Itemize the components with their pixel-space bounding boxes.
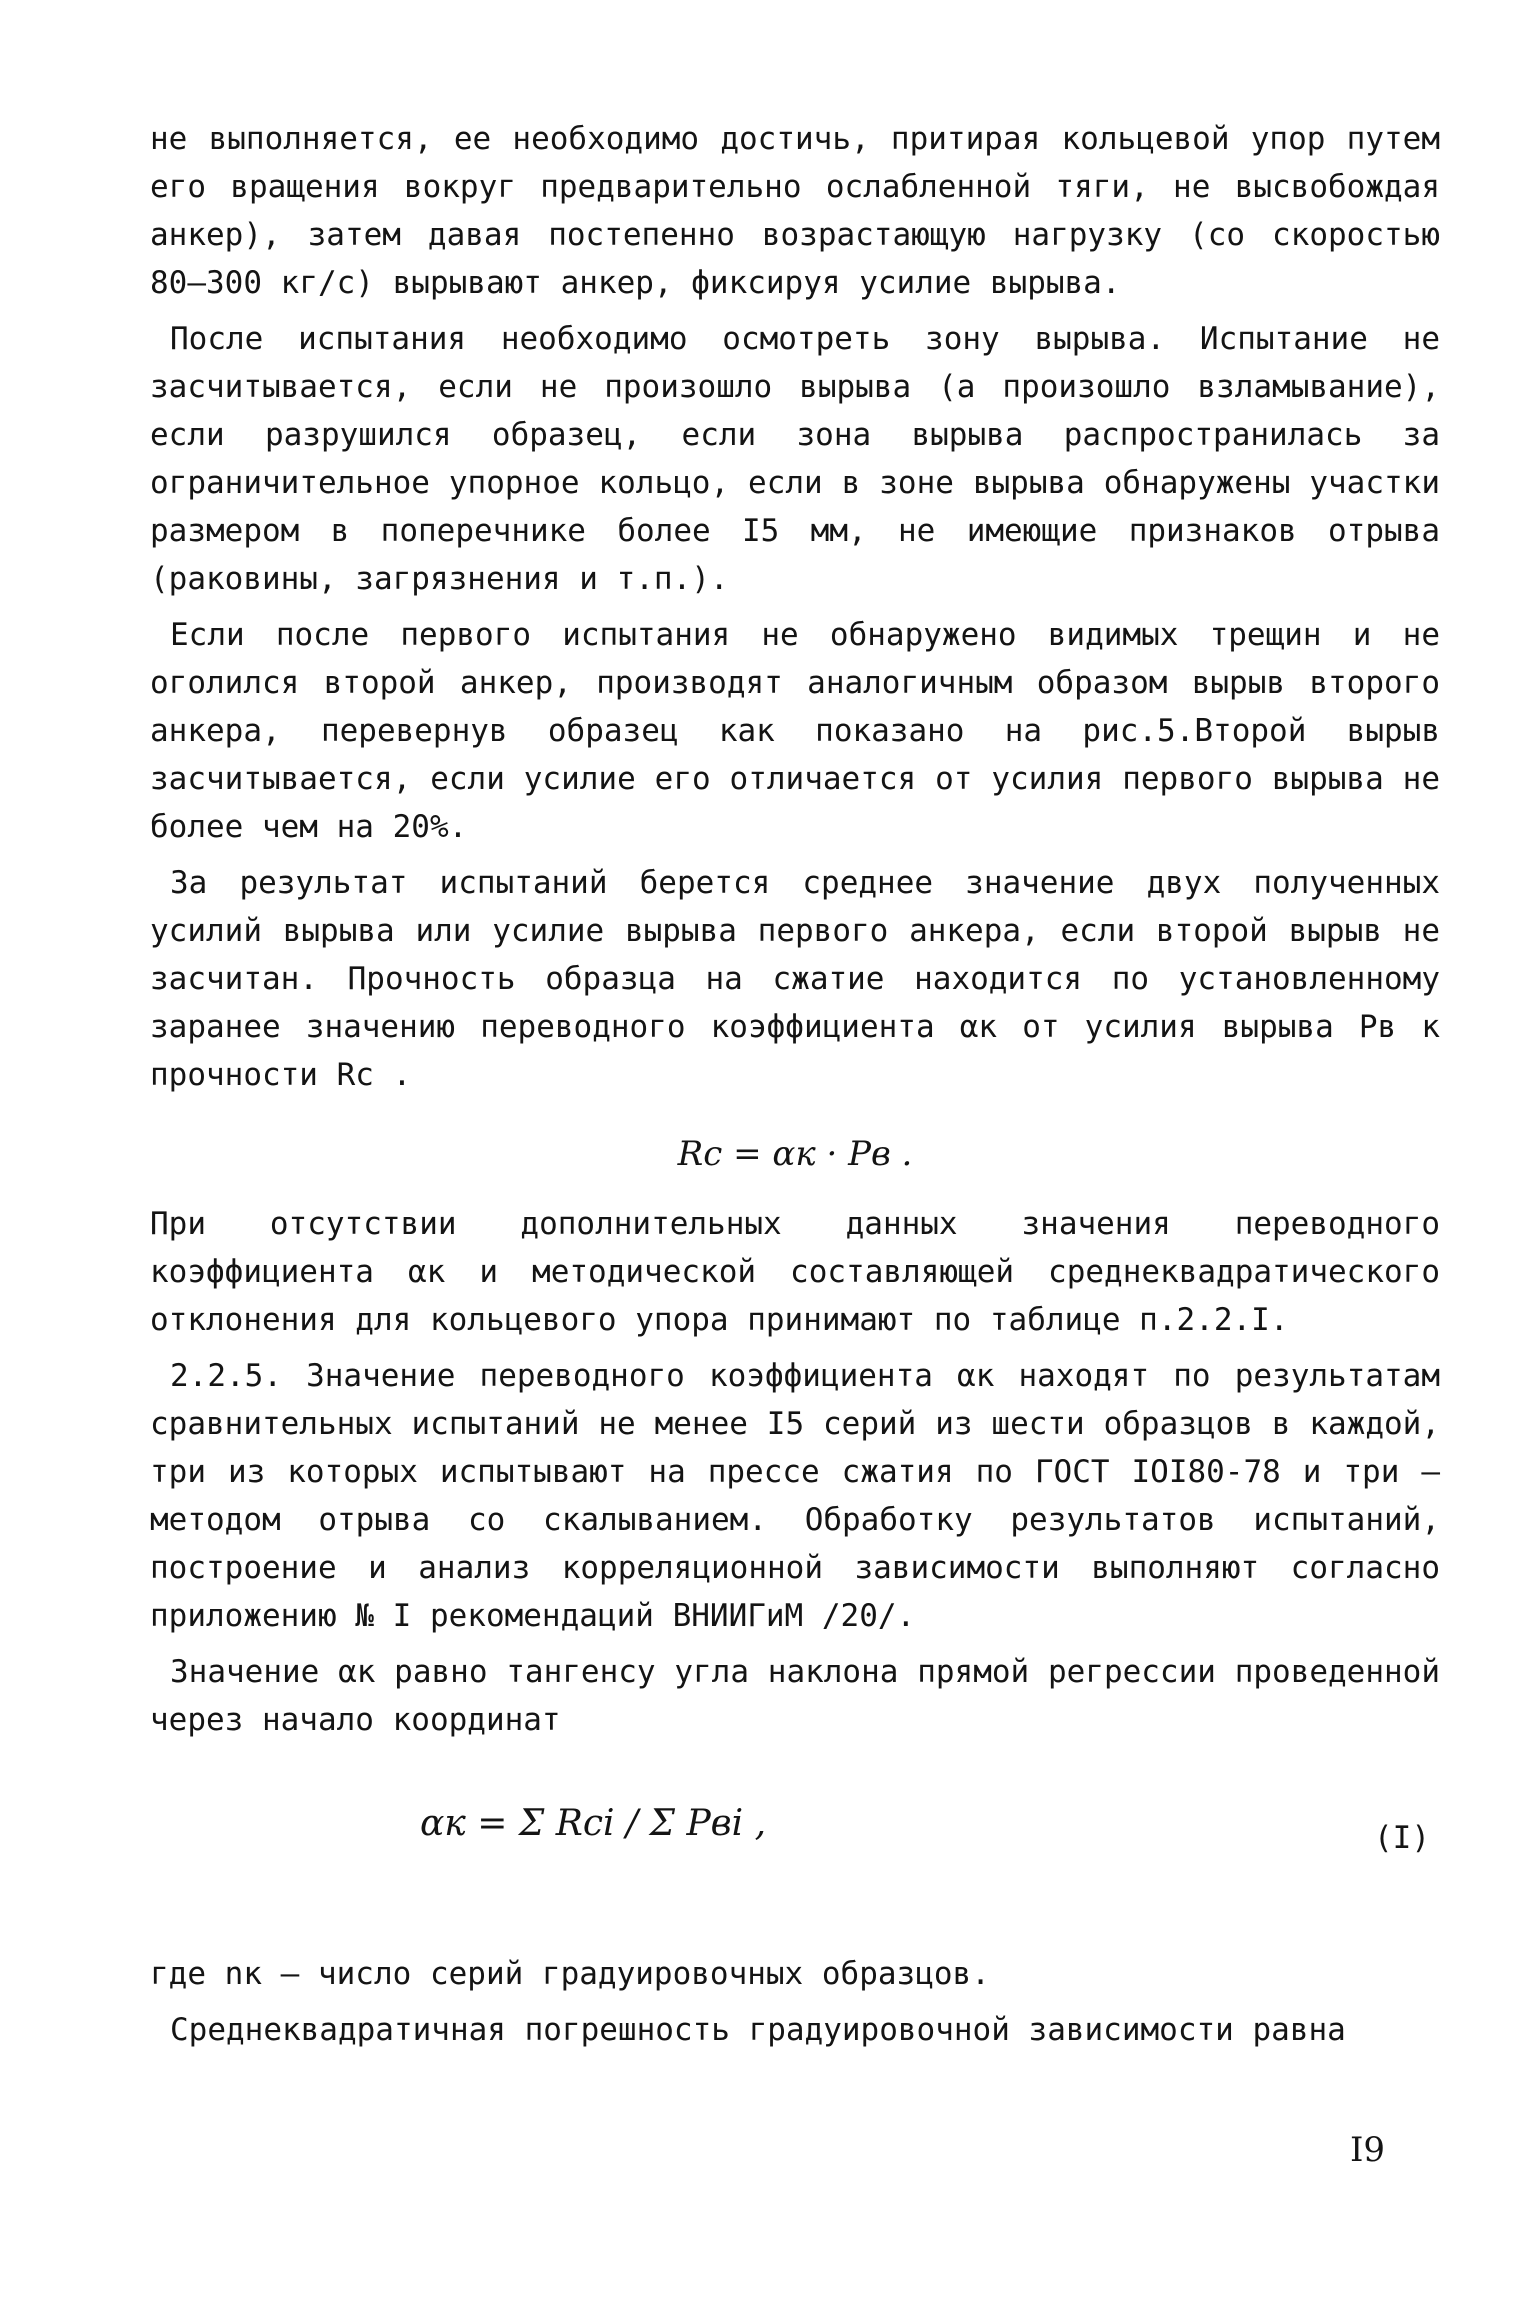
paragraph-2: После испытания необходимо осмотреть зону вырыва. Испытание не засчитывается, если не произошло вырыва (а произошло взламывание), если разрушился образец, если зона вырыва распространилась за ограничительное упорное кольцо, если в зоне вырыва обнаружены участки размером в поперечнике более I5 мм, не имеющие признаков отрыва (раковины, загрязнения и т.п.).	[150, 321, 1440, 597]
page-number: I9	[1349, 2130, 1385, 2170]
where-line: где nк – число серий градуировочных образцов.	[150, 1956, 990, 1992]
paragraph-4: За результат испытаний берется среднее значение двух полученных усилий вырыва или усилие вырыва первого анкера, если второй вырыв не засчитан. Прочность образца на сжатие находится по установленному заранее значению переводного коэффициента αк от усилия вырыва Pв к прочности Rс .	[150, 865, 1440, 1093]
formula-1: Rс = αк · Pв .	[677, 1134, 913, 1174]
main-text-2	[150, 1200, 1440, 1744]
paragraph-8: Среднеквадратичная погрешность градуировочной зависимости равна	[170, 2012, 1346, 2048]
paragraph-1: не выполняется, ее необходимо достичь, притирая кольцевой упор путем его вращения вокруг предварительно ослабленной тяги, не высвобождая анкер), затем давая постепенно возрастающую нагрузку (со скоростью 80–300 кг/с) вырывают анкер, фиксируя усилие вырыва.	[150, 121, 1440, 301]
paragraph-5: При отсутствии дополнительных данных значения переводного коэффициента αк и методической составляющей среднеквадратического отклонения для кольцевого упора принимают по таблице п.2.2.I.	[150, 1206, 1440, 1338]
formula-2-expression: αк = Σ Rci / Σ Pвi ,	[420, 1803, 767, 1844]
main-text	[150, 115, 1440, 1099]
paragraph-7: Значение αк равно тангенсу угла наклона прямой регрессии проведенной через начало координат	[150, 1654, 1440, 1738]
paragraph-6: 2.2.5. Значение переводного коэффициента αк находят по результатам сравнительных испытаний не менее I5 серий из шести образцов в каждой, три из которых испытывают на прессе сжатия по ГОСТ IOI80-78 и три – методом отрыва со скалыванием. Обработку результатов испытаний, построение и анализ корреляционной зависимости выполняют согласно приложению № I рекомендаций ВНИИГиМ /20/.	[150, 1358, 1440, 1634]
formula-2	[150, 1780, 1440, 1900]
main-text-3	[150, 1950, 1440, 2054]
formula-2-number: (I)	[1374, 1820, 1430, 1856]
paragraph-3: Если после первого испытания не обнаружено видимых трещин и не оголился второй анкер, производят аналогичным образом вырыв второго анкера, перевернув образец как показано на рис.5.Второй вырыв засчитывается, если усилие его отличается от усилия первого вырыва не более чем на 20%.	[150, 617, 1440, 845]
